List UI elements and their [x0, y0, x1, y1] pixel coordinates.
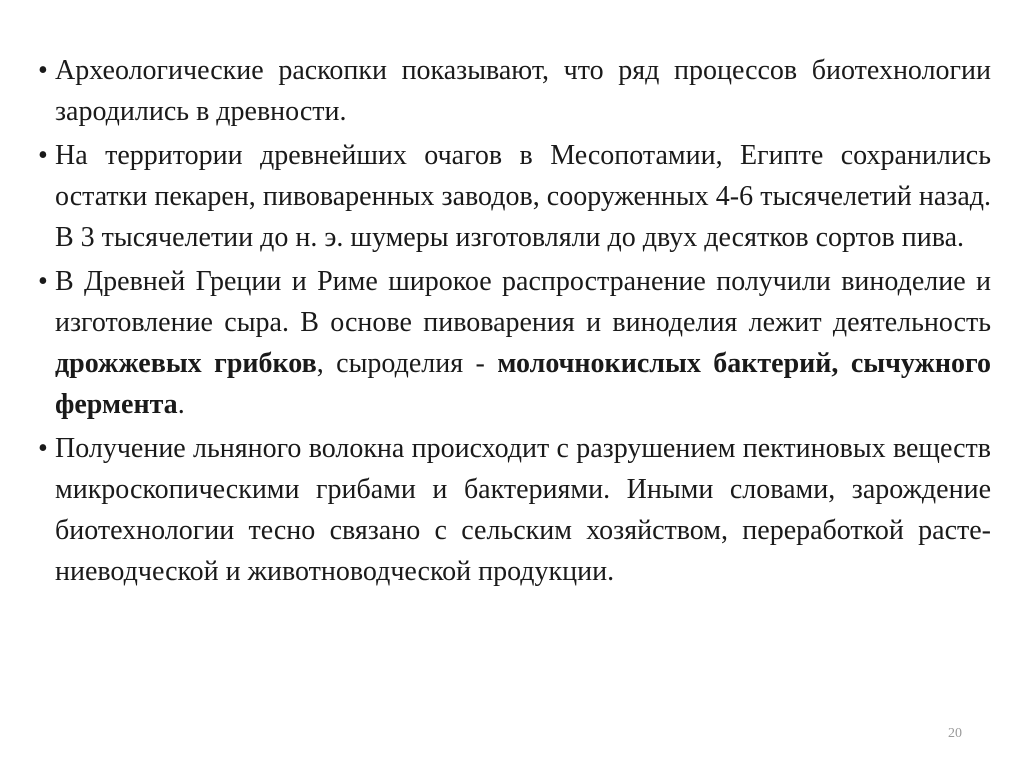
bullet-icon: • — [38, 266, 48, 297]
bullet-text: В Древней Греции и Риме широкое распространение получили виноделие и изготовление сыра. В основе пивоварения и виноделия лежит деятельность — [55, 266, 991, 338]
bold-term-bacteria: молочнокислых бактерий, сычужного фермента — [55, 348, 991, 420]
bullet-item-4 — [38, 428, 991, 592]
bullet-text: На территории древнейших очагов в Месопотамии, Египте сохранились остатки пекарен, пивоваренных заводов, сооруженных 4-6 тысячелетий назад. В 3 тысячелетии до н. э. шумеры изготовляли до двух десятков сортов пива. — [55, 140, 991, 253]
bullet-text: Получение льняного волокна происходит с разрушением пектиновых веществ микроскопическими грибами и бактериями. Иными словами, зарождение биотехнологии тесно связано с сельским хозяйством, переработкой расте-ниеводческой и животноводческой продукции. — [55, 433, 991, 587]
page-number: 20 — [948, 726, 962, 741]
bullet-text: , сыроделия - — [316, 348, 498, 379]
bullet-item-3 — [38, 261, 991, 425]
bullet-text: . — [177, 389, 185, 420]
bullet-icon: • — [38, 140, 48, 171]
bullet-item-1 — [38, 50, 991, 132]
bold-term-yeast: дрожжевых грибков — [55, 348, 317, 379]
bullet-text: Археологические раскопки показывают, что ряд процессов биотехнологии зародились в древности. — [55, 55, 991, 127]
bullet-icon: • — [38, 433, 48, 464]
slide-content — [38, 50, 991, 595]
bullet-item-2 — [38, 135, 991, 258]
bullet-icon: • — [38, 55, 48, 86]
